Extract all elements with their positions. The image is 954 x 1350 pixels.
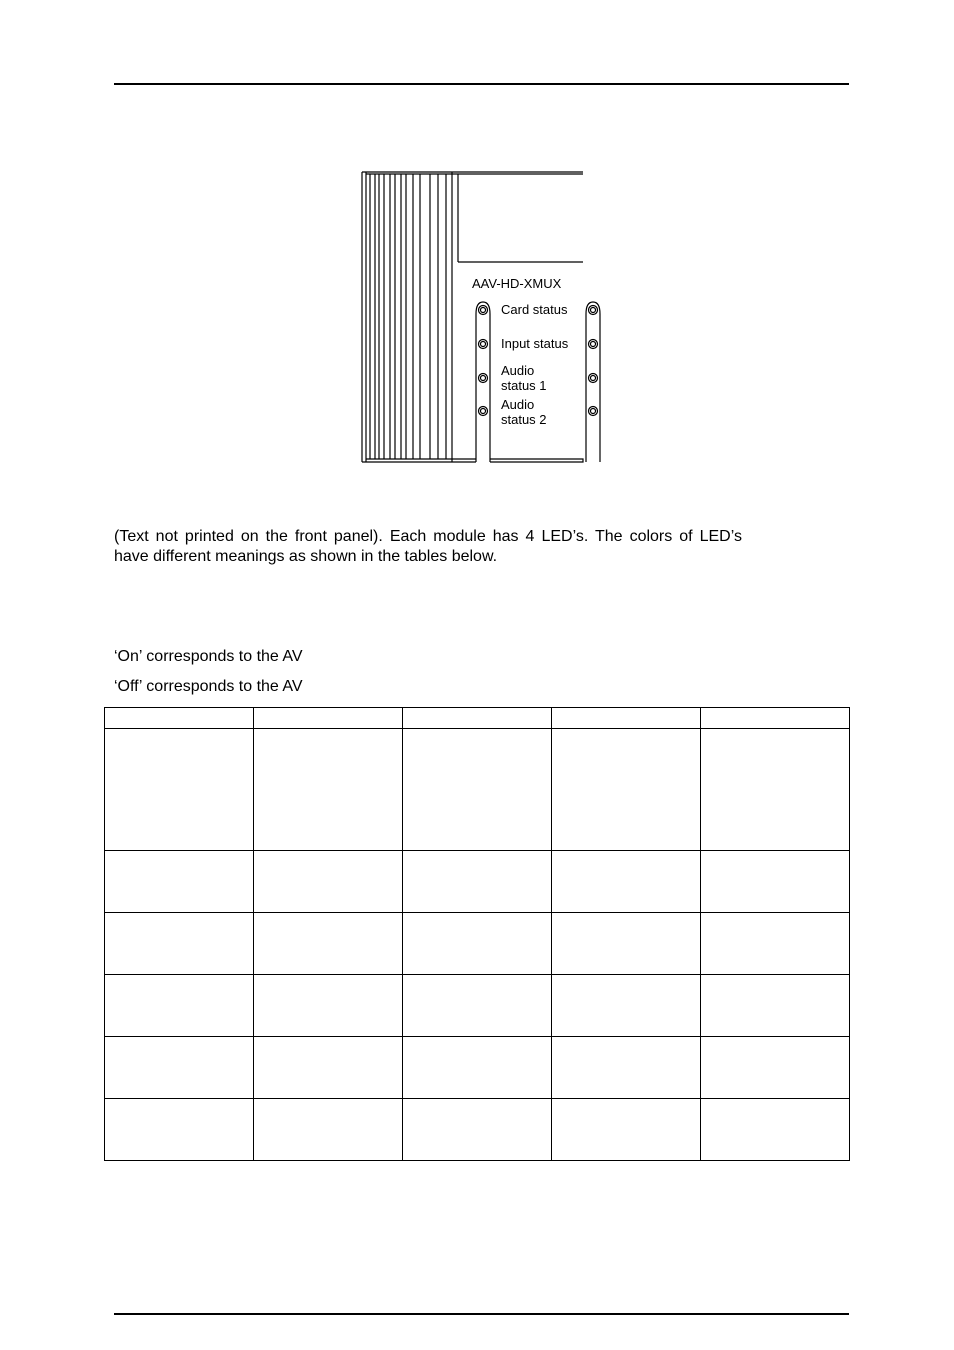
table-cell (403, 851, 552, 913)
table-cell (105, 913, 254, 975)
table-row (105, 975, 850, 1037)
module-label: AAV-HD-XMUX (472, 276, 562, 291)
led-label-card-status: Card status (501, 302, 568, 317)
table-row (105, 913, 850, 975)
table-cell (701, 913, 850, 975)
front-panel-figure (358, 168, 608, 466)
table-cell (403, 1099, 552, 1161)
table-cell (105, 1037, 254, 1099)
table-cell (701, 1099, 850, 1161)
table-cell (701, 975, 850, 1037)
table-row (105, 729, 850, 851)
led-label-audio-status-1-line1: Audio (501, 363, 535, 378)
led-label-audio-status-1-line2: status 1 (501, 378, 547, 393)
table-cell (254, 1099, 403, 1161)
note-on: ‘On’ corresponds to the AV (114, 648, 303, 665)
table-cell (105, 1099, 254, 1161)
header-rule (114, 83, 849, 85)
table-cell (552, 975, 701, 1037)
footer-rule (114, 1313, 849, 1315)
table-cell (552, 729, 701, 851)
table-header-cell (105, 708, 254, 729)
table-cell (254, 851, 403, 913)
table-cell (254, 1037, 403, 1099)
table-row (105, 1037, 850, 1099)
table-header-row (105, 708, 850, 729)
led-label-audio-status-2-line2: status 2 (501, 412, 547, 427)
table-row (105, 851, 850, 913)
led-label-audio-status-2-line1: Audio (501, 397, 535, 412)
table-cell (701, 851, 850, 913)
table-cell (403, 1037, 552, 1099)
table-cell (105, 975, 254, 1037)
led-meaning-table (104, 707, 850, 1161)
front-panel-drawing (358, 168, 608, 466)
table-cell (105, 729, 254, 851)
table-cell (403, 729, 552, 851)
table-header-cell (552, 708, 701, 729)
table-row (105, 1099, 850, 1161)
table-header-cell (701, 708, 850, 729)
table-cell (403, 913, 552, 975)
intro-paragraph: (Text not printed on the front panel). Each module has 4 LED’s. The colors of LED’s have different meanings as shown in the tables below. (114, 528, 742, 565)
table-cell (552, 1099, 701, 1161)
table-cell (403, 975, 552, 1037)
table-cell (552, 851, 701, 913)
table-cell (552, 1037, 701, 1099)
table-cell (701, 729, 850, 851)
note-off: ‘Off’ corresponds to the AV (114, 678, 303, 695)
led-label-input-status: Input status (501, 336, 569, 351)
table-header-cell (254, 708, 403, 729)
table-cell (552, 913, 701, 975)
table-cell (254, 975, 403, 1037)
table-cell (105, 851, 254, 913)
table-cell (254, 729, 403, 851)
table-cell (701, 1037, 850, 1099)
table-header-cell (403, 708, 552, 729)
table-cell (254, 913, 403, 975)
